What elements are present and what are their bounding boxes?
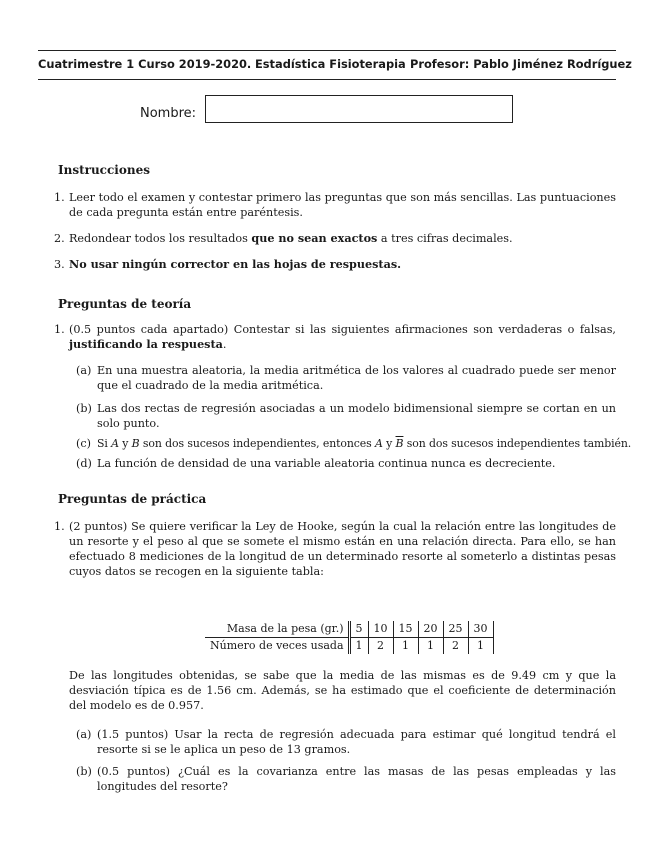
header-bottom-rule	[38, 79, 616, 80]
mass-cell: 20	[418, 621, 443, 638]
practice-title: Preguntas de práctica	[58, 492, 207, 506]
theory-title: Preguntas de teoría	[58, 297, 192, 311]
b-complement-symbol: $\overline{B}$	[395, 437, 404, 450]
mass-cell: 25	[443, 621, 468, 638]
practice-part-b-text: (0.5 puntos) ¿Cuál es la covarianza entre las masas de las pesas empleadas y las longitudes del resorte?	[97, 765, 616, 793]
theory-part-a-label: (a)	[76, 364, 92, 377]
theory-part-d-text: La función de densidad de una variable aleatoria continua nunca es decreciente.	[97, 457, 556, 470]
count-cell: 1	[393, 638, 418, 655]
instruction-3-number: 3.	[54, 258, 65, 271]
count-cell: 2	[368, 638, 393, 655]
practice-part-b-label: (b)	[76, 765, 92, 778]
instruction-2-text: Redondear todos los resultados que no sean exactos a tres cifras decimales.	[69, 231, 513, 245]
count-cell: 1	[468, 638, 493, 655]
count-cell: 1	[418, 638, 443, 655]
table-row	[205, 621, 493, 638]
mass-cell: 5	[349, 621, 368, 638]
row-label-count: Número de veces usada	[205, 638, 349, 655]
theory-part-c-label: (c)	[76, 437, 91, 450]
subject-label: Estadística Fisioterapia	[255, 57, 406, 71]
spring-data-table	[205, 621, 494, 654]
row-label-mass: Masa de la pesa (gr.)	[205, 621, 349, 638]
mass-cell: 10	[368, 621, 393, 638]
practice-q1-number: 1.	[54, 520, 65, 533]
mass-cell: 30	[468, 621, 493, 638]
table-row	[205, 638, 493, 655]
practice-q1-after-text: De las longitudes obtenidas, se sabe que la media de las mismas es de 9.49 cm y que la desviación típica es de 1.56 cm. Además, se ha estimado que el coeficiente de determinación del modelo es de 0.957.	[69, 669, 616, 712]
theory-part-b-text: Las dos rectas de regresión asociadas a un modelo bidimensional siempre se cortan en un solo punto.	[97, 402, 616, 430]
instructions-title: Instrucciones	[58, 163, 150, 177]
count-cell: 2	[443, 638, 468, 655]
theory-q1-number: 1.	[54, 323, 65, 336]
theory-part-c-text: Si A y B son dos sucesos independientes, entonces A y $\overline{B}$ son dos sucesos independientes también.	[97, 437, 632, 450]
practice-part-a-text: (1.5 puntos) Usar la recta de regresión adecuada para estimar qué longitud tendrá el resorte si se le aplica un peso de 13 gramos.	[97, 728, 616, 756]
theory-part-b-label: (b)	[76, 402, 92, 415]
mass-cell: 15	[393, 621, 418, 638]
instruction-1-text: Leer todo el examen y contestar primero las preguntas que son más sencillas. Las puntuaciones de cada pregunta están entre paréntesis.	[69, 191, 616, 219]
header-top-rule	[38, 50, 616, 51]
exam-header	[38, 57, 632, 75]
course-label: Cuatrimestre 1 Curso 2019-2020.	[38, 57, 252, 71]
instruction-1-number: 1.	[54, 191, 65, 204]
name-field-label: Nombre:	[140, 106, 197, 121]
name-input[interactable]	[205, 95, 513, 123]
instruction-2-number: 2.	[54, 232, 65, 245]
professor-label: Profesor: Pablo Jiménez Rodríguez	[410, 57, 632, 71]
practice-part-a-label: (a)	[76, 728, 92, 741]
theory-q1-text: (0.5 puntos cada apartado) Contestar si las siguientes afirmaciones son verdaderas o falsas, justificando la respuesta.	[69, 323, 616, 351]
theory-part-a-text: En una muestra aleatoria, la media aritmética de los valores al cuadrado puede ser menor que el cuadrado de la media aritmética.	[97, 364, 616, 392]
theory-part-d-label: (d)	[76, 457, 92, 470]
instruction-3-text: No usar ningún corrector en las hojas de respuestas.	[69, 257, 402, 271]
count-cell: 1	[349, 638, 368, 655]
practice-q1-text: (2 puntos) Se quiere verificar la Ley de Hooke, según la cual la relación entre las longitudes de un resorte y el peso al que se somete el mismo están en una relación directa. Para ello, se han efectuado 8 mediciones de la longitud de un determinado resorte al someterlo a distintas pesas cuyos datos se recogen en la siguiente tabla:	[69, 520, 616, 578]
